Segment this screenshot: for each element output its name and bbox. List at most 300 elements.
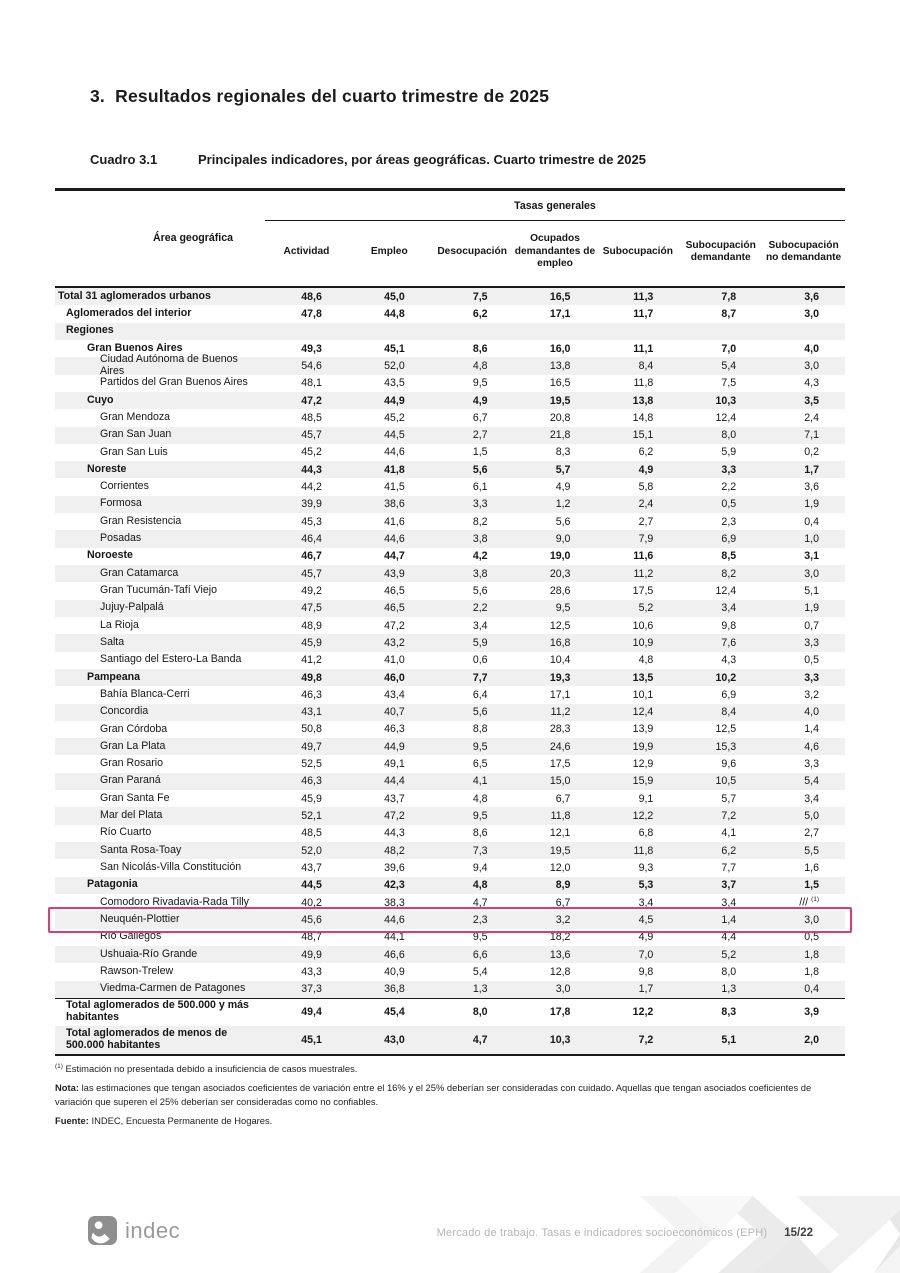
- row-value: 12,4: [632, 706, 654, 719]
- table-row: [55, 981, 845, 998]
- row-value: 9,0: [555, 533, 571, 546]
- row-value: 6,7: [472, 411, 488, 424]
- table-row: [55, 998, 845, 1026]
- row-value: 10,9: [632, 636, 654, 649]
- footnote-1: [55, 1062, 845, 1076]
- row-label: Aglomerados del interior: [66, 307, 192, 320]
- table-row: [55, 409, 845, 426]
- row-value: 3,8: [472, 533, 488, 546]
- row-value: 0,7: [804, 619, 820, 632]
- row-value: 7,2: [638, 1033, 654, 1046]
- row-value: 44,1: [384, 931, 405, 944]
- nota-text: las estimaciones que tengan asociados coeficientes de variación entre el 16% y el 25% deberían ser consideradas con cuidado. Aquellas que tengan asociados coeficientes de variación que superen el 25% deberían ser consideradas como no confiables.: [55, 1082, 812, 1108]
- row-value: 2,0: [804, 1033, 820, 1046]
- row-value: 3,4: [472, 619, 488, 632]
- row-value: 1,9: [804, 498, 820, 511]
- table-row: [55, 686, 845, 703]
- row-value: 5,9: [472, 636, 488, 649]
- table-row: [55, 669, 845, 686]
- row-value: 48,1: [301, 377, 322, 390]
- row-value: 6,6: [472, 948, 488, 961]
- table-row: [55, 807, 845, 824]
- row-value: 45,2: [384, 411, 405, 424]
- row-value: 7,5: [472, 290, 488, 303]
- row-label: Gran Paraná: [100, 774, 161, 787]
- row-value: 8,9: [555, 879, 571, 892]
- row-value: 1,8: [804, 965, 820, 978]
- row-value: 39,9: [301, 498, 322, 511]
- row-value: 43,3: [301, 965, 322, 978]
- row-label: Ciudad Autónoma de Buenos Aires: [100, 353, 238, 377]
- row-value: 9,4: [472, 861, 488, 874]
- row-value: 3,0: [804, 359, 820, 372]
- row-value: 49,8: [301, 671, 322, 684]
- row-value: 44,6: [384, 533, 405, 546]
- footnotes: [55, 1062, 845, 1134]
- row-value: 13,6: [549, 948, 571, 961]
- row-value: 3,0: [555, 983, 571, 996]
- row-value: 5,5: [804, 844, 820, 857]
- row-value: 4,9: [638, 463, 654, 476]
- row-value: 44,4: [384, 775, 405, 788]
- row-value: 4,4: [721, 931, 737, 944]
- table-row: [55, 825, 845, 842]
- row-label: Gran Mendoza: [100, 410, 171, 423]
- row-value: 11,2: [550, 706, 571, 719]
- row-label: Pampeana: [87, 670, 140, 683]
- row-value: 12,4: [715, 584, 737, 597]
- table-body: [55, 288, 845, 1054]
- row-value: 46,6: [384, 948, 405, 961]
- row-value: 43,7: [384, 792, 405, 805]
- row-value: 48,7: [301, 931, 322, 944]
- row-value: 3,3: [472, 498, 488, 511]
- row-value: 43,5: [384, 377, 405, 390]
- row-value: 4,8: [472, 359, 488, 372]
- table-row: [55, 600, 845, 617]
- row-value: 44,8: [384, 307, 405, 320]
- row-value: 4,7: [472, 896, 488, 909]
- row-value: 9,5: [472, 931, 488, 944]
- row-value: 54,6: [301, 359, 322, 372]
- row-label: San Nicolás-Villa Constitución: [100, 861, 242, 874]
- table-row: [55, 375, 845, 392]
- row-label: Neuquén-Plottier: [100, 912, 180, 925]
- row-value: 49,3: [301, 342, 322, 355]
- table-row: [55, 842, 845, 859]
- table-row: [55, 513, 845, 530]
- row-value: 0,4: [804, 515, 820, 528]
- row-value: 3,6: [804, 481, 820, 494]
- row-value: 9,8: [721, 619, 737, 632]
- row-value: 47,8: [301, 307, 322, 320]
- row-value: 44,9: [384, 394, 405, 407]
- row-value: 44,6: [384, 913, 405, 926]
- row-value: 0,5: [804, 654, 820, 667]
- row-value: 12,2: [632, 810, 654, 823]
- row-value: 10,3: [715, 394, 737, 407]
- row-value: 15,1: [632, 429, 654, 442]
- row-value: 17,5: [549, 758, 571, 771]
- row-value: 9,1: [638, 792, 654, 805]
- row-label: Total aglomerados de menos de 500.000 habitantes: [66, 1026, 228, 1051]
- row-value: 38,6: [384, 498, 405, 511]
- row-value: 12,9: [632, 758, 654, 771]
- row-value: 1,4: [804, 723, 820, 736]
- table-row: [55, 392, 845, 409]
- row-value: 4,3: [721, 654, 737, 667]
- row-value: 40,9: [384, 965, 405, 978]
- row-value: 4,1: [721, 827, 737, 840]
- row-value: 19,5: [549, 844, 571, 857]
- row-value: 1,0: [804, 533, 820, 546]
- row-value: 4,8: [472, 792, 488, 805]
- row-value: 3,2: [555, 913, 571, 926]
- table-row-highlighted: [55, 911, 845, 928]
- row-value: 42,3: [384, 879, 405, 892]
- row-label: Mar del Plata: [100, 809, 163, 822]
- row-value: 7,2: [721, 810, 737, 823]
- page-number: 15/22: [784, 1227, 813, 1239]
- row-value: 5,1: [804, 584, 820, 597]
- row-value: 45,7: [301, 429, 322, 442]
- row-value: 36,8: [384, 983, 405, 996]
- row-value: 44,2: [301, 481, 322, 494]
- row-value: 1,5: [804, 879, 820, 892]
- row-value: 8,5: [721, 550, 737, 563]
- row-value: 16,8: [549, 636, 571, 649]
- row-label: Gran San Juan: [100, 428, 172, 441]
- row-value: 45,4: [384, 1006, 405, 1019]
- column-header: Subocupación no demandante: [765, 239, 842, 263]
- column-header: Ocupados demandantes de empleo: [514, 233, 596, 270]
- table-row: [55, 773, 845, 790]
- row-label: Río Gallegos: [100, 930, 162, 943]
- row-value: 3,7: [721, 879, 737, 892]
- row-value: 47,2: [301, 394, 322, 407]
- row-value: 19,5: [549, 394, 571, 407]
- fuente-text: INDEC, Encuesta Permanente de Hogares.: [88, 1115, 273, 1127]
- row-value: 2,2: [721, 481, 737, 494]
- caption-text: Principales indicadores, por áreas geográficas. Cuarto trimestre de 2025: [198, 152, 646, 167]
- row-value: 1,8: [804, 948, 820, 961]
- row-value: 4,5: [638, 913, 654, 926]
- row-label: Posadas: [100, 532, 142, 545]
- table-row: [55, 548, 845, 565]
- row-value: 14,8: [632, 411, 654, 424]
- row-label: Formosa: [100, 497, 142, 510]
- row-value: 10,3: [549, 1033, 571, 1046]
- table-row: [55, 565, 845, 582]
- row-value: 44,7: [384, 550, 405, 563]
- row-value: 5,3: [638, 879, 654, 892]
- row-value: 50,8: [301, 723, 322, 736]
- row-value: 13,9: [632, 723, 654, 736]
- table-row: [55, 738, 845, 755]
- row-value: 47,5: [301, 602, 322, 615]
- row-label: Comodoro Rivadavia-Rada Tilly: [100, 895, 249, 908]
- column-header: Empleo: [370, 245, 408, 257]
- row-value: 10,6: [632, 619, 654, 632]
- row-value: 8,6: [472, 827, 488, 840]
- row-value: 45,1: [301, 1033, 322, 1046]
- row-value: 4,8: [638, 654, 654, 667]
- row-value: 45,3: [301, 515, 322, 528]
- row-value: 0,2: [804, 446, 820, 459]
- column-header-row: [265, 221, 845, 286]
- row-value: 2,4: [638, 498, 654, 511]
- row-value: 44,5: [301, 879, 322, 892]
- row-value: 5,1: [721, 1033, 737, 1046]
- row-value: 44,3: [384, 827, 405, 840]
- row-value: 40,2: [301, 896, 322, 909]
- row-value: 4,9: [638, 931, 654, 944]
- row-value: 37,3: [301, 983, 322, 996]
- row-value: 18,2: [549, 931, 571, 944]
- row-label: Total 31 aglomerados urbanos: [58, 289, 211, 302]
- row-label: Noroeste: [87, 549, 133, 562]
- table-row: [55, 496, 845, 513]
- row-value: 45,6: [301, 913, 322, 926]
- row-value: 46,7: [301, 550, 322, 563]
- row-value: 12,1: [549, 827, 571, 840]
- row-value: 28,3: [549, 723, 571, 736]
- row-value: 21,8: [549, 429, 571, 442]
- row-value: 6,7: [555, 792, 571, 805]
- row-value: 12,0: [549, 861, 571, 874]
- row-value: 4,3: [804, 377, 820, 390]
- row-value: 45,1: [384, 342, 405, 355]
- row-value: 4,9: [472, 394, 488, 407]
- row-value: 3,0: [804, 567, 820, 580]
- table-row: [55, 617, 845, 634]
- row-value: 11,8: [633, 377, 654, 390]
- row-label: Gran La Plata: [100, 739, 166, 752]
- row-value: 46,5: [384, 584, 405, 597]
- row-label: Cuyo: [87, 393, 114, 406]
- row-value: 46,5: [384, 602, 405, 615]
- row-value: 7,9: [638, 533, 654, 546]
- row-value: 2,4: [804, 411, 820, 424]
- row-label: Ushuaia-Río Grande: [100, 947, 198, 960]
- row-value: 19,3: [549, 671, 571, 684]
- table-header: [55, 191, 845, 286]
- row-value: 10,4: [549, 654, 571, 667]
- row-value: 2,3: [721, 515, 737, 528]
- row-value: 3,4: [721, 602, 737, 615]
- table-row: [55, 427, 845, 444]
- row-label: Gran San Luis: [100, 445, 168, 458]
- row-value: 41,2: [301, 654, 322, 667]
- row-value: 1,7: [804, 463, 820, 476]
- row-value: 49,2: [301, 584, 322, 597]
- row-value: 9,5: [555, 602, 571, 615]
- row-value: 7,8: [721, 290, 737, 303]
- row-value: 4,1: [472, 775, 488, 788]
- row-value: 2,3: [472, 913, 488, 926]
- row-value: 0,5: [721, 498, 737, 511]
- row-value: 9,3: [638, 861, 654, 874]
- row-value: 5,0: [804, 810, 820, 823]
- row-value: 52,5: [301, 758, 322, 771]
- row-value: 6,4: [472, 688, 488, 701]
- row-label: Gran Córdoba: [100, 722, 168, 735]
- row-value: 13,8: [632, 394, 654, 407]
- row-value: 46,3: [384, 723, 405, 736]
- row-value: 4,6: [804, 740, 820, 753]
- row-value: 1,3: [472, 983, 488, 996]
- row-label: Total aglomerados de 500.000 y más habitantes: [66, 999, 249, 1024]
- row-value: 9,5: [472, 810, 488, 823]
- row-value: 1,4: [721, 913, 737, 926]
- row-value: 17,1: [549, 307, 571, 320]
- row-value: 12,5: [715, 723, 737, 736]
- row-value: 4,7: [472, 1033, 488, 1046]
- row-value: 10,5: [715, 775, 737, 788]
- row-value: 8,3: [721, 1006, 737, 1019]
- table-row: [55, 963, 845, 980]
- row-value: 13,8: [549, 359, 571, 372]
- row-value: 47,2: [384, 619, 405, 632]
- table-row: [55, 790, 845, 807]
- table-row: [55, 444, 845, 461]
- row-value: 49,7: [301, 740, 322, 753]
- row-value: 6,5: [472, 758, 488, 771]
- row-value: /// $^{(1)}$: [799, 896, 820, 909]
- indec-logo-text: indec: [125, 1217, 181, 1243]
- row-value: 52,0: [384, 359, 405, 372]
- table-row: [55, 755, 845, 772]
- row-value: 6,1: [472, 481, 488, 494]
- row-value: 9,6: [721, 758, 737, 771]
- row-value: 3,4: [638, 896, 654, 909]
- row-value: 5,4: [472, 965, 488, 978]
- row-value: 13,5: [632, 671, 654, 684]
- row-value: 16,0: [549, 342, 571, 355]
- row-value: 3,3: [804, 636, 820, 649]
- row-value: 0,5: [804, 931, 820, 944]
- row-value: 46,0: [384, 671, 405, 684]
- row-label: Partidos del Gran Buenos Aires: [100, 376, 248, 389]
- row-value: 15,9: [632, 775, 654, 788]
- row-value: 12,8: [549, 965, 571, 978]
- row-value: 2,7: [472, 429, 488, 442]
- row-value: 7,0: [638, 948, 654, 961]
- row-value: 17,1: [549, 688, 571, 701]
- row-value: 7,5: [721, 377, 737, 390]
- row-value: 10,2: [715, 671, 737, 684]
- row-value: 48,5: [301, 411, 322, 424]
- row-value: 3,8: [472, 567, 488, 580]
- row-value: 3,0: [804, 913, 820, 926]
- row-value: 5,6: [472, 463, 488, 476]
- column-header: Subocupación: [602, 245, 673, 257]
- row-value: 0,4: [804, 983, 820, 996]
- row-value: 28,6: [549, 584, 571, 597]
- row-value: 11,3: [633, 290, 654, 303]
- row-value: 44,9: [384, 740, 405, 753]
- row-value: 3,4: [804, 792, 820, 805]
- row-value: 4,9: [555, 481, 571, 494]
- row-value: 15,3: [715, 740, 737, 753]
- row-value: 5,7: [555, 463, 571, 476]
- row-value: 3,2: [804, 688, 820, 701]
- table-row: [55, 634, 845, 651]
- row-value: 11,7: [633, 307, 654, 320]
- row-value: 8,4: [638, 359, 654, 372]
- row-value: 11,1: [633, 342, 654, 355]
- table-row: [55, 946, 845, 963]
- row-value: 5,6: [555, 515, 571, 528]
- footer-document-title: Mercado de trabajo. Tasas e indicadores socioeconómicos (EPH): [436, 1227, 768, 1239]
- row-label: Gran Resistencia: [100, 514, 182, 527]
- row-value: 7,0: [721, 342, 737, 355]
- row-value: 49,9: [301, 948, 322, 961]
- row-header-label: Área geográfica: [152, 232, 234, 244]
- row-value: 1,6: [804, 861, 820, 874]
- row-value: 12,4: [715, 411, 737, 424]
- row-label: Gran Buenos Aires: [87, 341, 183, 354]
- row-value: 11,6: [633, 550, 654, 563]
- row-label: Gran Rosario: [100, 757, 163, 770]
- table-row: [55, 478, 845, 495]
- row-value: 5,4: [804, 775, 820, 788]
- row-value: 6,2: [638, 446, 654, 459]
- row-value: 47,2: [384, 810, 405, 823]
- row-value: 7,6: [721, 636, 737, 649]
- row-value: 11,8: [633, 844, 654, 857]
- row-value: 4,2: [472, 550, 488, 563]
- row-value: 52,0: [301, 844, 322, 857]
- row-value: 5,2: [638, 602, 654, 615]
- row-value: 1,9: [804, 602, 820, 615]
- row-value: 8,0: [472, 1006, 488, 1019]
- table-caption: [90, 152, 646, 167]
- row-value: 7,7: [721, 861, 737, 874]
- row-value: 38,3: [384, 896, 405, 909]
- row-value: 43,1: [301, 706, 322, 719]
- column-header: Actividad: [283, 245, 330, 257]
- row-value: 41,5: [384, 481, 405, 494]
- column-header: Subocupación demandante: [685, 239, 756, 263]
- row-value: 45,9: [301, 636, 322, 649]
- nota-label: Nota:: [55, 1082, 79, 1094]
- row-value: 45,0: [384, 290, 405, 303]
- row-value: 19,0: [549, 550, 571, 563]
- table-row: [55, 1026, 845, 1054]
- row-value: 48,6: [301, 290, 322, 303]
- row-value: 43,4: [384, 688, 405, 701]
- row-value: 6,2: [721, 844, 737, 857]
- row-label: Noreste: [87, 462, 127, 475]
- row-label: La Rioja: [100, 618, 139, 631]
- row-value: 20,8: [549, 411, 571, 424]
- footnote-marker: (1): [55, 1063, 63, 1070]
- row-label: Regiones: [66, 324, 114, 337]
- row-value: 43,0: [384, 1033, 405, 1046]
- row-value: 2,7: [804, 827, 820, 840]
- row-label: Jujuy-Palpalá: [100, 601, 164, 614]
- table-row: [55, 704, 845, 721]
- row-value: 45,9: [301, 792, 322, 805]
- group-header: Tasas generales: [514, 199, 596, 212]
- section-title: 3. Resultados regionales del cuarto trimestre de 2025: [90, 86, 550, 106]
- table-row: [55, 530, 845, 547]
- row-value: 6,8: [638, 827, 654, 840]
- table-bottom-rule: [55, 1054, 845, 1057]
- row-value: 46,3: [301, 775, 322, 788]
- row-value: 3,6: [804, 290, 820, 303]
